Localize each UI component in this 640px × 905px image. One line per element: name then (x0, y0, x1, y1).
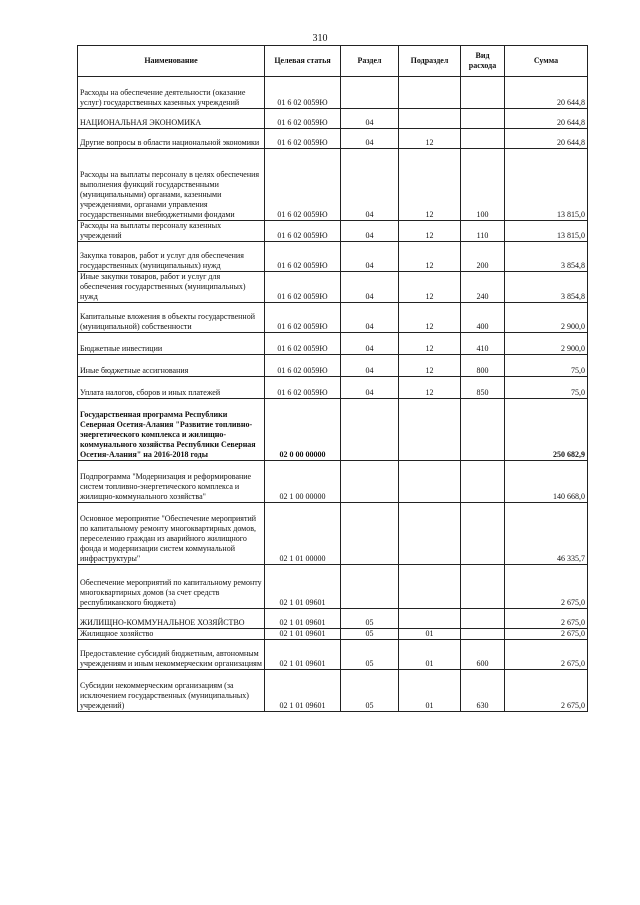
row-target: 02 1 00 00000 (265, 461, 341, 503)
table-row (78, 377, 588, 399)
table-row (78, 399, 588, 461)
table-row (78, 609, 588, 629)
row-name: ЖИЛИЩНО-КОММУНАЛЬНОЕ ХОЗЯЙСТВО (78, 609, 265, 629)
row-section (341, 565, 399, 609)
row-subsection: 12 (399, 129, 461, 149)
table-body (78, 77, 588, 712)
table-row (78, 355, 588, 377)
row-subsection: 12 (399, 272, 461, 303)
row-subsection: 12 (399, 149, 461, 221)
row-section: 04 (341, 149, 399, 221)
row-target: 02 1 01 09601 (265, 640, 341, 670)
row-subsection: 12 (399, 333, 461, 355)
table-row (78, 303, 588, 333)
row-name: Расходы на обеспечение деятельности (оказание услуг) государственных казенных учреждений (78, 77, 265, 109)
row-subsection: 12 (399, 355, 461, 377)
row-subsection: 01 (399, 670, 461, 712)
table-row (78, 109, 588, 129)
table-row (78, 149, 588, 221)
row-exp-type: 240 (461, 272, 505, 303)
row-sum: 75,0 (505, 355, 588, 377)
row-target: 01 6 02 0059Ю (265, 129, 341, 149)
row-name: Другие вопросы в области национальной экономики (78, 129, 265, 149)
row-subsection (399, 77, 461, 109)
page-number: 310 (312, 33, 328, 44)
row-sum: 2 900,0 (505, 303, 588, 333)
row-exp-type: 410 (461, 333, 505, 355)
row-subsection (399, 399, 461, 461)
row-section: 05 (341, 629, 399, 640)
row-exp-type (461, 629, 505, 640)
row-exp-type: 850 (461, 377, 505, 399)
row-target: 02 1 01 09601 (265, 670, 341, 712)
header-sum: Сумма (505, 46, 588, 77)
row-target: 02 1 01 00000 (265, 503, 341, 565)
row-name: Иные закупки товаров, работ и услуг для обеспечения государственных (муниципальных) нужд (78, 272, 265, 303)
row-section (341, 503, 399, 565)
row-target: 01 6 02 0059Ю (265, 221, 341, 242)
row-subsection: 01 (399, 640, 461, 670)
row-subsection: 12 (399, 377, 461, 399)
row-subsection: 12 (399, 242, 461, 272)
row-section: 05 (341, 640, 399, 670)
row-name: Бюджетные инвестиции (78, 333, 265, 355)
row-section: 04 (341, 377, 399, 399)
row-sum: 20 644,8 (505, 77, 588, 109)
row-sum: 2 675,0 (505, 565, 588, 609)
row-target: 01 6 02 0059Ю (265, 272, 341, 303)
row-section: 04 (341, 129, 399, 149)
row-name: Расходы на выплаты персоналу в целях обеспечения выполнения функций государственными (муниципальными) органами, казенными учреждениями, органами управления государственными внебюджетными фондами (78, 149, 265, 221)
row-name: Расходы на выплаты персоналу казенных учреждений (78, 221, 265, 242)
row-sum: 3 854,8 (505, 242, 588, 272)
row-section: 04 (341, 272, 399, 303)
row-name: Капитальные вложения в объекты государственной (муниципальной) собственности (78, 303, 265, 333)
row-section: 04 (341, 221, 399, 242)
row-section: 05 (341, 609, 399, 629)
row-exp-type (461, 109, 505, 129)
row-name: Подпрограмма "Модернизация и реформирование систем топливно-энергетического комплекса и жилищно-коммунального хозяйства" (78, 461, 265, 503)
header-target: Целевая статья (265, 46, 341, 77)
header-subsection: Подраздел (399, 46, 461, 77)
row-exp-type (461, 77, 505, 109)
row-section: 04 (341, 303, 399, 333)
row-exp-type: 110 (461, 221, 505, 242)
row-exp-type (461, 461, 505, 503)
row-sum: 20 644,8 (505, 109, 588, 129)
row-section: 05 (341, 670, 399, 712)
row-target: 02 1 01 09601 (265, 629, 341, 640)
table-row (78, 461, 588, 503)
row-section: 04 (341, 109, 399, 129)
row-section: 04 (341, 355, 399, 377)
header-name: Наименование (78, 46, 265, 77)
row-target: 02 0 00 00000 (265, 399, 341, 461)
row-sum: 75,0 (505, 377, 588, 399)
row-section: 04 (341, 242, 399, 272)
row-target: 01 6 02 0059Ю (265, 303, 341, 333)
row-subsection (399, 109, 461, 129)
row-name: Основное мероприятие "Обеспечение мероприятий по капитальному ремонту многоквартирных домов, переселению граждан из аварийного жилищного фонда и модернизации систем коммунальной инфраструктуры" (78, 503, 265, 565)
row-section: 04 (341, 333, 399, 355)
row-target: 02 1 01 09601 (265, 565, 341, 609)
row-sum: 2 900,0 (505, 333, 588, 355)
row-section (341, 399, 399, 461)
row-subsection: 12 (399, 221, 461, 242)
table-row (78, 629, 588, 640)
row-name: Субсидии некоммерческим организациям (за исключением государственных (муниципальных) учреждений) (78, 670, 265, 712)
row-exp-type (461, 129, 505, 149)
row-exp-type (461, 503, 505, 565)
table-row (78, 640, 588, 670)
row-subsection (399, 609, 461, 629)
row-name: Уплата налогов, сборов и иных платежей (78, 377, 265, 399)
row-section (341, 77, 399, 109)
row-target: 01 6 02 0059Ю (265, 242, 341, 272)
table-row (78, 670, 588, 712)
row-name: Закупка товаров, работ и услуг для обеспечения государственных (муниципальных) нужд (78, 242, 265, 272)
table-row (78, 333, 588, 355)
row-exp-type: 400 (461, 303, 505, 333)
row-exp-type (461, 609, 505, 629)
row-target: 01 6 02 0059Ю (265, 77, 341, 109)
row-sum: 2 675,0 (505, 670, 588, 712)
row-subsection (399, 461, 461, 503)
row-subsection: 12 (399, 303, 461, 333)
row-sum: 20 644,8 (505, 129, 588, 149)
row-subsection (399, 503, 461, 565)
row-target: 02 1 01 09601 (265, 609, 341, 629)
table-row (78, 221, 588, 242)
row-exp-type: 800 (461, 355, 505, 377)
row-sum: 46 335,7 (505, 503, 588, 565)
table-row (78, 242, 588, 272)
row-name: Обеспечение мероприятий по капитальному ремонту многоквартирных домов (за счет средств республиканского бюджета) (78, 565, 265, 609)
row-exp-type: 200 (461, 242, 505, 272)
row-exp-type (461, 565, 505, 609)
row-sum: 2 675,0 (505, 609, 588, 629)
row-target: 01 6 02 0059Ю (265, 109, 341, 129)
row-sum: 140 668,0 (505, 461, 588, 503)
budget-table (77, 45, 588, 712)
row-sum: 2 675,0 (505, 640, 588, 670)
row-exp-type: 100 (461, 149, 505, 221)
row-target: 01 6 02 0059Ю (265, 149, 341, 221)
row-name: Жилищное хозяйство (78, 629, 265, 640)
table-row (78, 77, 588, 109)
row-section (341, 461, 399, 503)
row-exp-type: 630 (461, 670, 505, 712)
row-target: 01 6 02 0059Ю (265, 355, 341, 377)
table-row (78, 129, 588, 149)
row-name: НАЦИОНАЛЬНАЯ ЭКОНОМИКА (78, 109, 265, 129)
table-row (78, 272, 588, 303)
table-row (78, 503, 588, 565)
row-name: Государственная программа Республики Северная Осетия-Алания "Развитие топливно-энергетического комплекса и жилищно-коммунального хозяйства Республики Северная Осетия-Алания" на 2016-2018 годы (78, 399, 265, 461)
table-row (78, 565, 588, 609)
row-exp-type: 600 (461, 640, 505, 670)
row-name: Иные бюджетные ассигнования (78, 355, 265, 377)
header-exp-type: Вид расхода (461, 46, 505, 77)
row-subsection: 01 (399, 629, 461, 640)
row-subsection (399, 565, 461, 609)
header-section: Раздел (341, 46, 399, 77)
row-sum: 3 854,8 (505, 272, 588, 303)
row-sum: 2 675,0 (505, 629, 588, 640)
row-target: 01 6 02 0059Ю (265, 377, 341, 399)
row-exp-type (461, 399, 505, 461)
row-sum: 13 815,0 (505, 221, 588, 242)
table-header (78, 46, 588, 77)
row-name: Предоставление субсидий бюджетным, автономным учреждениям и иным некоммерческим организациям (78, 640, 265, 670)
row-target: 01 6 02 0059Ю (265, 333, 341, 355)
row-sum: 13 815,0 (505, 149, 588, 221)
row-sum: 250 682,9 (505, 399, 588, 461)
